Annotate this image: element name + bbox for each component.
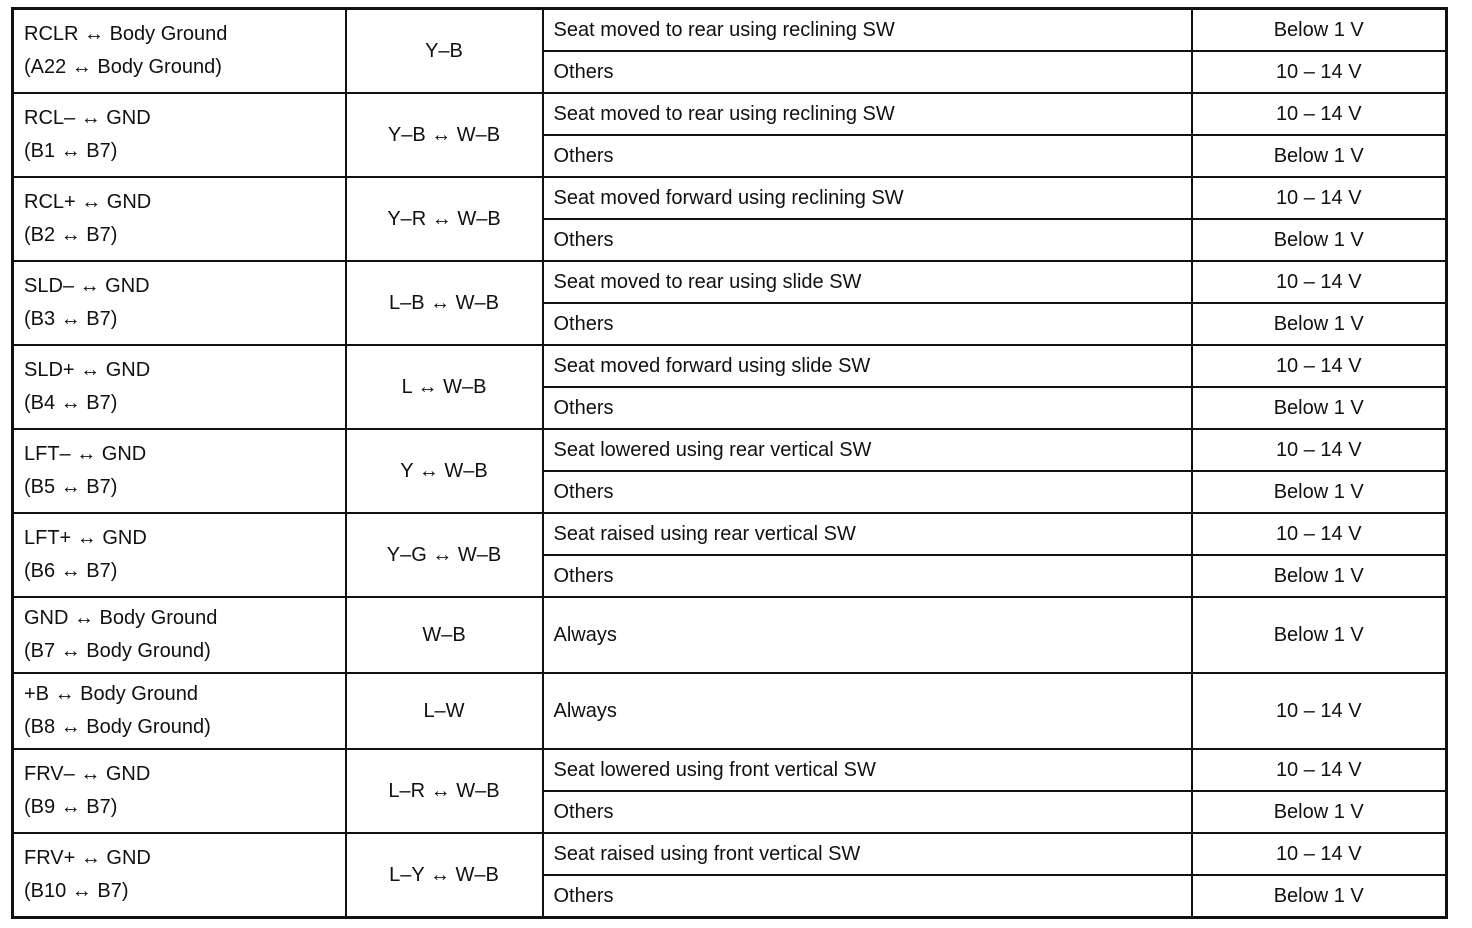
- terminal-name: +B ↔ Body Ground: [24, 683, 198, 705]
- table-row: [13, 177, 1447, 219]
- table-row: [13, 673, 1447, 749]
- condition-cell: Others: [543, 471, 1192, 513]
- terminal-cell: [13, 9, 346, 94]
- condition-cell: Others: [543, 555, 1192, 597]
- condition-cell: Seat lowered using rear vertical SW: [543, 429, 1192, 471]
- connector-pins: (B5 ↔ B7): [24, 476, 118, 498]
- table-row: [13, 749, 1447, 791]
- condition-cell: Others: [543, 791, 1192, 833]
- terminal-name: FRV+ ↔ GND: [24, 847, 151, 869]
- specified-condition-cell: Below 1 V: [1192, 471, 1447, 513]
- terminal-cell: [13, 261, 346, 345]
- wiring-color-cell: L–R ↔ W–B: [346, 749, 543, 833]
- table-body: [13, 9, 1447, 918]
- table-row: [13, 345, 1447, 387]
- specified-condition-cell: Below 1 V: [1192, 875, 1447, 918]
- wiring-color-cell: Y–B: [346, 9, 543, 94]
- table-row: [13, 93, 1447, 135]
- wiring-color-cell: Y–R ↔ W–B: [346, 177, 543, 261]
- specified-condition-cell: 10 – 14 V: [1192, 513, 1447, 555]
- terminal-cell: [13, 833, 346, 918]
- table-row: [13, 513, 1447, 555]
- terminal-name: RCL+ ↔ GND: [24, 191, 152, 213]
- table-row: [13, 429, 1447, 471]
- specified-condition-cell: Below 1 V: [1192, 135, 1447, 177]
- specified-condition-cell: 10 – 14 V: [1192, 833, 1447, 875]
- connector-pins: (B3 ↔ B7): [24, 308, 118, 330]
- specified-condition-cell: 10 – 14 V: [1192, 51, 1447, 93]
- table-row: [13, 261, 1447, 303]
- specified-condition-cell: Below 1 V: [1192, 219, 1447, 261]
- specified-condition-cell: 10 – 14 V: [1192, 429, 1447, 471]
- condition-cell: Seat lowered using front vertical SW: [543, 749, 1192, 791]
- table-row: [13, 9, 1447, 52]
- terminal-name: LFT+ ↔ GND: [24, 527, 147, 549]
- wiring-color-cell: L–W: [346, 673, 543, 749]
- wiring-color-cell: L–B ↔ W–B: [346, 261, 543, 345]
- condition-cell: Always: [543, 673, 1192, 749]
- condition-cell: Others: [543, 51, 1192, 93]
- wiring-color-cell: W–B: [346, 597, 543, 673]
- condition-cell: Others: [543, 219, 1192, 261]
- specified-condition-cell: Below 1 V: [1192, 597, 1447, 673]
- specified-condition-cell: Below 1 V: [1192, 791, 1447, 833]
- connector-pins: (B2 ↔ B7): [24, 224, 118, 246]
- connector-pins: (B1 ↔ B7): [24, 140, 118, 162]
- wiring-color-cell: L ↔ W–B: [346, 345, 543, 429]
- terminal-name: LFT– ↔ GND: [24, 443, 147, 465]
- wiring-color-cell: L–Y ↔ W–B: [346, 833, 543, 918]
- wiring-color-cell: Y ↔ W–B: [346, 429, 543, 513]
- condition-cell: Seat moved to rear using reclining SW: [543, 93, 1192, 135]
- condition-cell: Always: [543, 597, 1192, 673]
- specified-condition-cell: 10 – 14 V: [1192, 673, 1447, 749]
- condition-cell: Others: [543, 387, 1192, 429]
- specified-condition-cell: Below 1 V: [1192, 555, 1447, 597]
- specified-condition-cell: 10 – 14 V: [1192, 93, 1447, 135]
- condition-cell: Others: [543, 303, 1192, 345]
- connector-pins: (A22 ↔ Body Ground): [24, 56, 222, 78]
- specified-condition-cell: 10 – 14 V: [1192, 261, 1447, 303]
- condition-cell: Seat moved to rear using slide SW: [543, 261, 1192, 303]
- connector-pins: (B7 ↔ Body Ground): [24, 640, 211, 662]
- terminal-cell: [13, 429, 346, 513]
- condition-cell: Seat raised using front vertical SW: [543, 833, 1192, 875]
- terminal-cell: [13, 513, 346, 597]
- specified-condition-cell: Below 1 V: [1192, 303, 1447, 345]
- specified-condition-cell: 10 – 14 V: [1192, 345, 1447, 387]
- connector-pins: (B10 ↔ B7): [24, 880, 129, 902]
- terminal-cell: [13, 177, 346, 261]
- condition-cell: Seat moved forward using slide SW: [543, 345, 1192, 387]
- terminal-cell: [13, 597, 346, 673]
- wiring-color-cell: Y–G ↔ W–B: [346, 513, 543, 597]
- terminal-name: RCL– ↔ GND: [24, 107, 151, 129]
- specified-condition-cell: Below 1 V: [1192, 387, 1447, 429]
- condition-cell: Others: [543, 135, 1192, 177]
- connector-pins: (B4 ↔ B7): [24, 392, 118, 414]
- terminal-cell: [13, 673, 346, 749]
- specified-condition-cell: 10 – 14 V: [1192, 177, 1447, 219]
- terminal-cell: [13, 93, 346, 177]
- condition-cell: Seat moved to rear using reclining SW: [543, 9, 1192, 52]
- specified-condition-cell: 10 – 14 V: [1192, 749, 1447, 791]
- table-row: [13, 597, 1447, 673]
- condition-cell: Others: [543, 875, 1192, 918]
- terminal-name: SLD– ↔ GND: [24, 275, 150, 297]
- terminal-voltage-table: [11, 7, 1448, 919]
- condition-cell: Seat raised using rear vertical SW: [543, 513, 1192, 555]
- terminal-name: RCLR ↔ Body Ground: [24, 23, 228, 45]
- connector-pins: (B6 ↔ B7): [24, 560, 118, 582]
- terminal-name: FRV– ↔ GND: [24, 763, 151, 785]
- table-row: [13, 833, 1447, 875]
- terminal-cell: [13, 749, 346, 833]
- terminal-name: GND ↔ Body Ground: [24, 607, 218, 629]
- terminal-name: SLD+ ↔ GND: [24, 359, 151, 381]
- connector-pins: (B9 ↔ B7): [24, 796, 118, 818]
- wiring-color-cell: Y–B ↔ W–B: [346, 93, 543, 177]
- specified-condition-cell: Below 1 V: [1192, 9, 1447, 52]
- condition-cell: Seat moved forward using reclining SW: [543, 177, 1192, 219]
- terminal-cell: [13, 345, 346, 429]
- connector-pins: (B8 ↔ Body Ground): [24, 716, 211, 738]
